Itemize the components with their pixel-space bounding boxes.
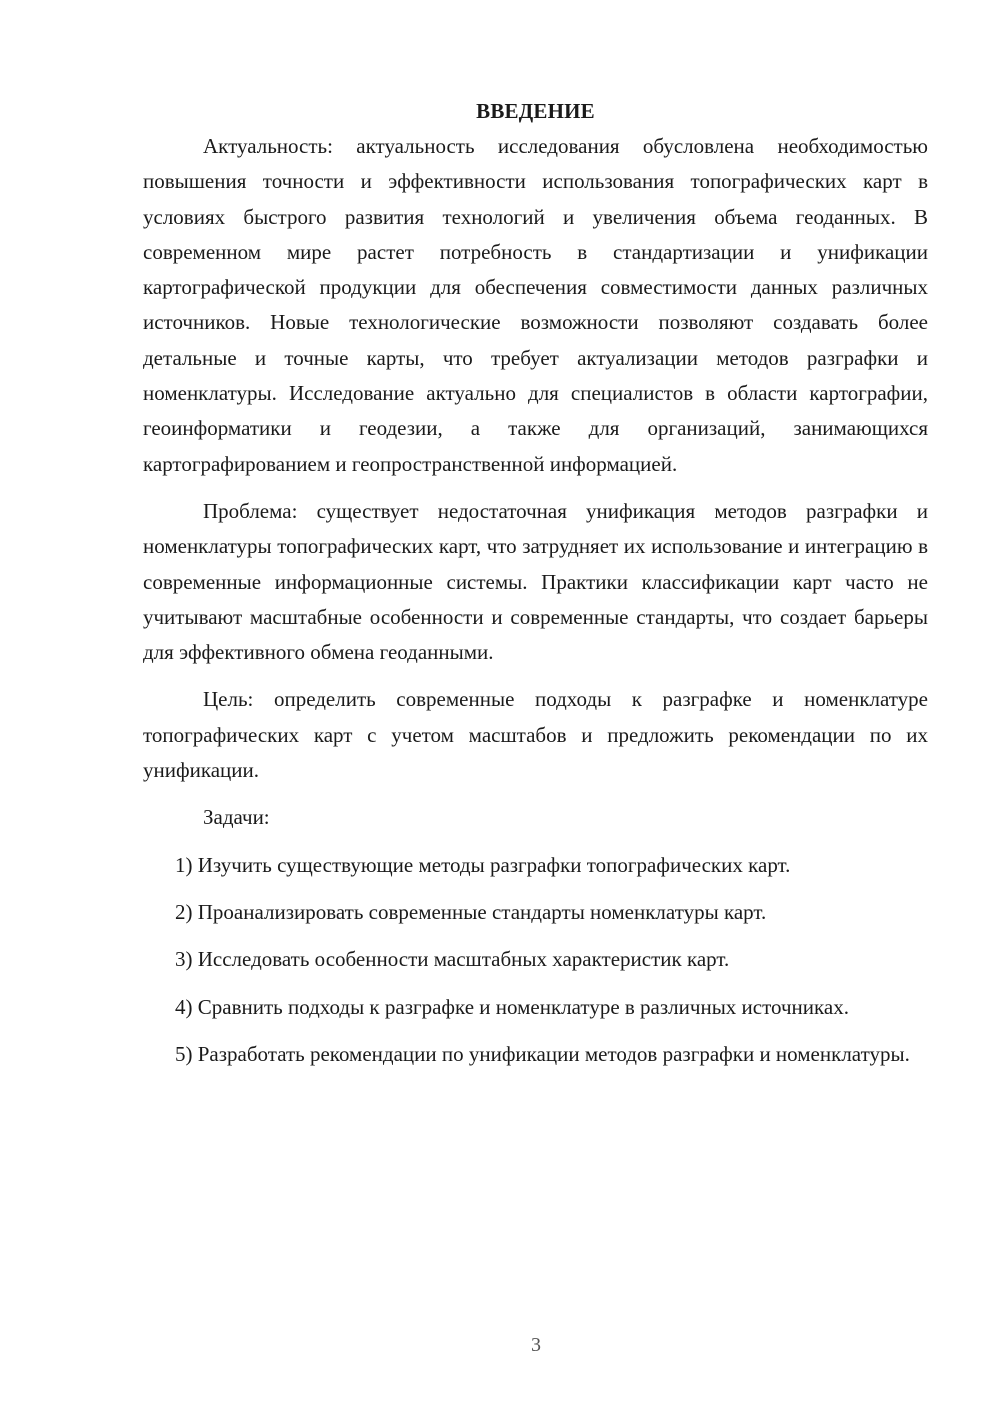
task-item-4: 4) Сравнить подходы к разграфке и номенклатуре в различных источниках. — [175, 994, 849, 1019]
tasks-label: Задачи: — [203, 805, 270, 830]
task-item-3: 3) Исследовать особенности масштабных характеристик карт. — [175, 947, 730, 972]
goal-paragraph: Цель: определить современные подходы к разграфке и номенклатуре топографических карт с учетом масштабов и предложить рекомендации по их унификации. — [143, 687, 928, 783]
page-content — [143, 96, 928, 1084]
relevance-paragraph: Актуальность: актуальность исследования обусловлена необходимостью повышения точности и эффективности использования топографических карт в условиях быстрого развития технологий и увеличения объема геоданных. В современном мире растет потребность в стандартизации и унификации картографической продукции для обеспечения совместимости данных различных источников. Новые технологические возможности позволяют создавать более детальные и точные карты, что требует актуализации методов разграфки и номенклатуры. Исследование актуально для специалистов в области картографии, геоинформатики и геодезии, а также для организаций, занимающихся картографированием и геопространственной информацией. — [143, 134, 928, 476]
problem-paragraph: Проблема: существует недостаточная унификация методов разграфки и номенклатуры топографических карт, что затрудняет их использование и интеграцию в современные информационные системы. Практики классификации карт часто не учитывают масштабные особенности и современные стандарты, что создает барьеры для эффективного обмена геоданными. — [143, 498, 928, 665]
task-item-2: 2) Проанализировать современные стандарты номенклатуры карт. — [175, 899, 767, 924]
task-item-1: 1) Изучить существующие методы разграфки топографических карт. — [175, 852, 791, 877]
task-item-5: 5) Разработать рекомендации по унификации методов разграфки и номенклатуры. — [175, 1041, 910, 1066]
section-heading: ВВЕДЕНИЕ — [476, 99, 595, 123]
page-number: 3 — [531, 1334, 541, 1356]
